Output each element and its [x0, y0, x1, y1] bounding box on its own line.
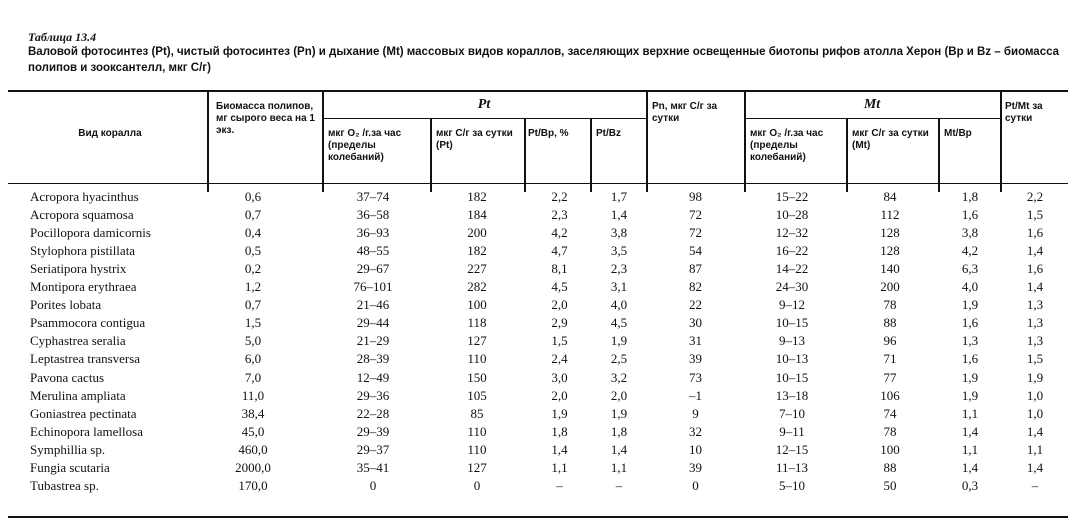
cell-mt-range: 10–15	[775, 315, 809, 331]
table-row	[0, 278, 1075, 296]
cell-pt-range: 28–39	[356, 351, 390, 367]
cell-mt-day: 88	[883, 315, 897, 331]
cell-ratio: 1,3	[1026, 297, 1044, 313]
cell-species: Leptastrea transversa	[30, 351, 141, 367]
cell-mt-day: 128	[880, 225, 900, 241]
col-divider	[430, 119, 432, 192]
cell-pt-day: 110	[467, 351, 487, 367]
header-pt-bz: Pt/Bz	[596, 128, 621, 139]
cell-species: Pocillopora damicornis	[30, 225, 151, 241]
cell-biomass: 6,0	[244, 351, 262, 367]
cell-pn: 32	[689, 423, 702, 439]
cell-mt-bp: 1,6	[961, 351, 979, 367]
cell-mt-day: 71	[883, 351, 897, 367]
cell-pt-day: 150	[467, 369, 487, 385]
cell-pn: 73	[689, 369, 702, 385]
table-row	[0, 387, 1075, 405]
cell-pt-bz: 1,1	[610, 459, 628, 475]
cell-pt-bp: 3,0	[551, 369, 568, 385]
cell-pt-bp: 8,1	[551, 261, 568, 277]
bottom-rule	[8, 516, 1068, 518]
cell-pt-range: 29–37	[356, 441, 390, 457]
cell-pn: 30	[689, 315, 702, 331]
table-row	[0, 206, 1075, 224]
cell-mt-bp: 4,2	[961, 243, 979, 259]
cell-biomass: 45,0	[241, 423, 265, 439]
pt-underline	[322, 118, 646, 119]
cell-biomass: 0,4	[244, 225, 262, 241]
cell-pt-bz: 2,5	[610, 351, 628, 367]
table-caption: Валовой фотосинтез (Pt), чистый фотосинтез (Pn) и дыхание (Mt) массовых видов кораллов, заселяющих верхние освещенные биотопы рифов атолла Херон (Bp и Bz – биомасса полипов и зооксантелл, мкг С/г)	[28, 46, 1060, 74]
cell-pt-range: 76–101	[353, 279, 393, 295]
col-divider	[938, 119, 940, 192]
cell-pt-day: 227	[467, 261, 487, 277]
cell-mt-day: 88	[883, 459, 897, 475]
cell-species: Montipora erythraea	[30, 279, 137, 295]
cell-mt-bp: 1,9	[961, 297, 979, 313]
cell-mt-bp: 1,6	[961, 315, 979, 331]
cell-species: Acropora hyacinthus	[30, 189, 139, 204]
cell-pt-range: 48–55	[356, 243, 390, 259]
cell-mt-day: 77	[883, 369, 897, 385]
mt-underline	[744, 118, 1000, 119]
cell-species: Pavona cactus	[30, 369, 105, 385]
cell-species: Goniastrea pectinata	[30, 405, 137, 421]
table-row	[0, 242, 1075, 260]
cell-pt-bz: 3,8	[610, 225, 628, 241]
cell-pn: 39	[689, 459, 702, 475]
cell-biomass: 0,6	[244, 189, 262, 204]
cell-mt-range: 12–15	[775, 441, 809, 457]
cell-biomass: 2000,0	[235, 459, 271, 475]
cell-pt-range: 35–41	[356, 459, 390, 475]
cell-mt-bp: 1,6	[961, 207, 979, 223]
col-divider	[1000, 92, 1002, 192]
cell-ratio: 1,6	[1026, 261, 1044, 277]
cell-ratio: 1,9	[1026, 369, 1044, 385]
cell-pt-bp: 1,1	[551, 459, 568, 475]
cell-pt-bz: 1,8	[610, 423, 628, 439]
cell-pt-bp: 4,7	[551, 243, 568, 259]
cell-species: Fungia scutaria	[30, 459, 110, 475]
cell-pn: 22	[689, 297, 702, 313]
cell-mt-bp: 1,1	[961, 405, 979, 421]
cell-pt-day: 127	[467, 333, 487, 349]
cell-mt-bp: 1,1	[961, 441, 979, 457]
table-row	[0, 477, 1075, 495]
header-pt-range: мкг O₂ /г.за час (пределы колебаний)	[328, 128, 402, 163]
cell-biomass: 460,0	[238, 441, 268, 457]
cell-pt-bp: 2,3	[551, 207, 568, 223]
cell-mt-bp: 6,3	[961, 261, 979, 277]
cell-pt-bz: 2,0	[610, 387, 628, 403]
cell-mt-range: 12–32	[775, 225, 809, 241]
cell-mt-range: 13–18	[775, 387, 809, 403]
cell-pn: 98	[689, 189, 702, 204]
cell-pt-bp: 2,9	[551, 315, 568, 331]
cell-mt-bp: 1,9	[961, 387, 979, 403]
cell-mt-bp: 1,4	[961, 423, 979, 439]
cell-pt-range: 37–74	[356, 189, 390, 204]
cell-pn: 72	[689, 207, 702, 223]
cell-mt-bp: 1,8	[961, 189, 979, 204]
cell-pt-range: 29–36	[356, 387, 390, 403]
table-row	[0, 369, 1075, 387]
cell-mt-bp: 1,9	[961, 369, 979, 385]
cell-mt-day: 140	[880, 261, 900, 277]
cell-ratio: 1,0	[1026, 405, 1044, 421]
cell-pt-bz: 1,7	[610, 189, 628, 204]
cell-pt-bz: 3,5	[610, 243, 628, 259]
cell-ratio: 1,0	[1026, 387, 1044, 403]
cell-pt-bz: 4,5	[610, 315, 628, 331]
cell-ratio: 1,4	[1026, 423, 1044, 439]
cell-pn: 39	[689, 351, 702, 367]
cell-ratio: –	[1031, 477, 1039, 493]
cell-pt-range: 36–58	[356, 207, 390, 223]
cell-pt-bz: 1,9	[610, 405, 628, 421]
cell-ratio: 1,4	[1026, 459, 1044, 475]
cell-pt-bp: 2,0	[551, 387, 568, 403]
cell-pn: 31	[689, 333, 702, 349]
cell-mt-range: 10–13	[775, 351, 809, 367]
header-species: Вид коралла	[78, 128, 142, 139]
cell-mt-bp: 1,4	[961, 459, 979, 475]
cell-pt-bp: 1,5	[551, 333, 568, 349]
cell-mt-day: 78	[883, 423, 897, 439]
cell-species: Tubastrea sp.	[30, 477, 99, 493]
cell-pt-day: 200	[467, 225, 487, 241]
cell-ratio: 1,4	[1026, 243, 1044, 259]
cell-species: Acropora squamosa	[30, 207, 134, 223]
cell-mt-day: 128	[880, 243, 900, 259]
cell-pt-bz: 1,9	[610, 333, 628, 349]
cell-mt-bp: 0,3	[961, 477, 979, 493]
cell-pt-range: 21–29	[356, 333, 390, 349]
cell-pt-bp: 2,0	[551, 297, 568, 313]
table-row	[0, 405, 1075, 423]
header-bottom-rule	[8, 183, 1068, 184]
cell-pt-bp: 1,4	[551, 441, 568, 457]
col-divider	[524, 119, 526, 192]
cell-mt-range: 7–10	[779, 405, 805, 421]
header-pt-day: мкг С/г за сутки (Pt)	[436, 128, 513, 151]
cell-pt-range: 21–46	[356, 297, 390, 313]
cell-mt-day: 100	[880, 441, 900, 457]
cell-pt-bz: 1,4	[610, 207, 628, 223]
cell-pt-bz: 1,4	[610, 441, 628, 457]
cell-species: Psammocora contigua	[30, 315, 146, 331]
cell-ratio: 1,3	[1026, 333, 1044, 349]
cell-pt-bz: –	[615, 477, 623, 493]
cell-pn: 10	[689, 441, 702, 457]
cell-pt-day: 282	[467, 279, 487, 295]
header-mt-bp: Mt/Bp	[944, 128, 972, 139]
table-row	[0, 188, 1075, 206]
header-ratio: Pt/Mt за сутки	[1005, 101, 1043, 124]
cell-pt-day: 105	[467, 387, 487, 403]
cell-mt-range: 10–28	[775, 207, 809, 223]
cell-biomass: 7,0	[244, 369, 262, 385]
cell-ratio: 1,4	[1026, 279, 1044, 295]
cell-mt-bp: 4,0	[961, 279, 979, 295]
cell-mt-range: 9–13	[779, 333, 805, 349]
cell-pt-day: 182	[467, 243, 487, 259]
cell-species: Symphillia sp.	[30, 441, 106, 457]
cell-pt-bp: 4,5	[551, 279, 568, 295]
table-row	[0, 459, 1075, 477]
cell-biomass: 0,7	[244, 207, 262, 223]
cell-ratio: 1,5	[1026, 351, 1044, 367]
cell-mt-bp: 3,8	[961, 225, 979, 241]
cell-pt-range: 12–49	[356, 369, 390, 385]
cell-mt-day: 106	[880, 387, 900, 403]
cell-pt-bz: 2,3	[610, 261, 628, 277]
cell-mt-day: 84	[883, 189, 897, 204]
top-rule	[8, 90, 1068, 92]
table-number: Таблица 13.4	[28, 30, 97, 44]
cell-pt-day: 127	[467, 459, 487, 475]
col-divider	[646, 92, 648, 192]
cell-mt-range: 9–11	[779, 423, 805, 439]
cell-species: Porites lobata	[30, 297, 102, 313]
cell-species: Cyphastrea seralia	[30, 333, 126, 349]
cell-pt-bp: 4,2	[551, 225, 568, 241]
col-divider	[846, 119, 848, 192]
header-mt-day: мкг С/г за сутки (Mt)	[852, 128, 929, 151]
cell-pn: 82	[689, 279, 702, 295]
cell-pt-day: 110	[467, 441, 487, 457]
cell-biomass: 170,0	[238, 477, 268, 493]
cell-species: Stylophora pistillata	[30, 243, 136, 259]
cell-biomass: 11,0	[241, 387, 265, 403]
cell-mt-range: 16–22	[775, 243, 809, 259]
cell-mt-range: 5–10	[779, 477, 805, 493]
table-row	[0, 314, 1075, 332]
cell-pt-day: 100	[467, 297, 487, 313]
cell-mt-day: 50	[883, 477, 897, 493]
cell-species: Seriatipora hystrix	[30, 261, 127, 277]
table-row	[0, 260, 1075, 278]
cell-pt-day: 184	[467, 207, 487, 223]
cell-mt-range: 11–13	[775, 459, 809, 475]
cell-biomass: 0,5	[244, 243, 262, 259]
cell-mt-range: 9–12	[779, 297, 805, 313]
cell-pt-bz: 3,1	[610, 279, 628, 295]
cell-pt-range: 29–44	[356, 315, 390, 331]
cell-pn: 0	[692, 477, 699, 493]
header-pn: Pn, мкг С/г за сутки	[652, 101, 718, 124]
cell-pt-day: 118	[467, 315, 487, 331]
table-row	[0, 350, 1075, 368]
header-mt-group: Mt	[863, 97, 881, 112]
cell-pt-bp: 1,9	[551, 405, 568, 421]
cell-mt-range: 24–30	[775, 279, 809, 295]
cell-biomass: 1,2	[244, 279, 262, 295]
cell-species: Merulina ampliata	[30, 387, 126, 403]
table-row	[0, 332, 1075, 350]
cell-pt-day: 182	[467, 189, 487, 204]
cell-species: Echinopora lamellosa	[30, 423, 143, 439]
cell-pt-range: 22–28	[356, 405, 390, 421]
cell-mt-range: 14–22	[775, 261, 809, 277]
cell-pt-bp: 2,2	[551, 189, 568, 204]
cell-biomass: 0,2	[244, 261, 262, 277]
table-row	[0, 441, 1075, 459]
cell-pt-range: 0	[369, 477, 377, 493]
cell-mt-bp: 1,3	[961, 333, 979, 349]
cell-biomass: 0,7	[244, 297, 262, 313]
col-divider	[207, 92, 209, 192]
cell-mt-day: 96	[883, 333, 897, 349]
table-row	[0, 224, 1075, 242]
cell-pt-range: 29–67	[356, 261, 390, 277]
cell-mt-range: 15–22	[775, 189, 809, 204]
cell-ratio: 1,1	[1026, 441, 1044, 457]
cell-pt-bp: –	[556, 477, 563, 493]
cell-ratio: 2,2	[1026, 189, 1044, 204]
cell-mt-day: 112	[880, 207, 900, 223]
cell-pn: 72	[689, 225, 702, 241]
cell-pt-day: 0	[473, 477, 481, 493]
cell-biomass: 5,0	[244, 333, 262, 349]
cell-pt-bz: 4,0	[610, 297, 628, 313]
cell-pt-range: 36–93	[356, 225, 390, 241]
cell-ratio: 1,3	[1026, 315, 1044, 331]
cell-mt-day: 74	[883, 405, 897, 421]
cell-mt-day: 78	[883, 297, 897, 313]
cell-ratio: 1,6	[1026, 225, 1044, 241]
cell-mt-day: 200	[880, 279, 900, 295]
cell-pt-day: 85	[470, 405, 484, 421]
cell-pn: 54	[689, 243, 702, 259]
cell-ratio: 1,5	[1026, 207, 1044, 223]
table-row	[0, 296, 1075, 314]
cell-pn: 87	[689, 261, 702, 277]
cell-pn: 9	[692, 405, 699, 421]
cell-pt-bz: 3,2	[610, 369, 628, 385]
cell-pt-bp: 2,4	[551, 351, 568, 367]
cell-mt-range: 10–15	[775, 369, 809, 385]
header-pt-group: Pt	[477, 97, 491, 112]
cell-biomass: 38,4	[241, 405, 265, 421]
header-pt-bp: Pt/Bp, %	[528, 128, 569, 139]
header-mt-range: мкг O₂ /г.за час (пределы колебаний)	[750, 128, 824, 163]
cell-pt-day: 110	[467, 423, 487, 439]
header-biomass: Биомасса полипов, мг сырого веса на 1 экз.	[216, 101, 315, 136]
cell-pt-range: 29–39	[356, 423, 390, 439]
cell-pt-bp: 1,8	[551, 423, 568, 439]
cell-biomass: 1,5	[244, 315, 262, 331]
table-row	[0, 423, 1075, 441]
cell-pn: –1	[689, 387, 702, 403]
col-divider	[590, 119, 592, 192]
